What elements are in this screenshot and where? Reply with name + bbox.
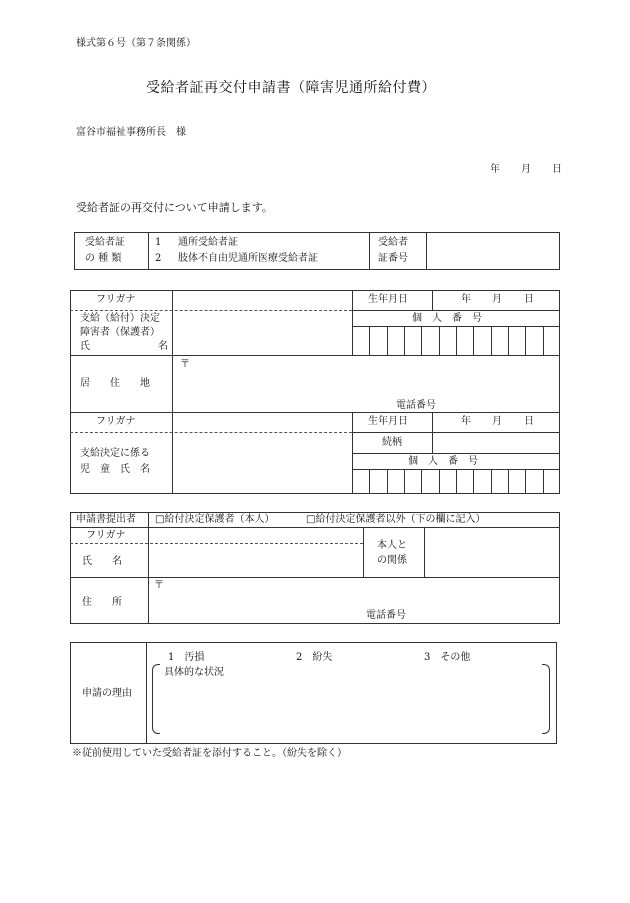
cert-option-1[interactable]: 通所受給者証 [178,237,238,248]
guardian-furigana-field[interactable] [174,292,350,308]
digit-cell-divider [543,326,544,355]
reason-option-soiled[interactable]: 1 汚損 [168,652,205,663]
guardian-address-label: 居 住 地 [80,378,150,389]
applicant-label: 申請書提出者 [76,514,136,525]
applicant-name-label: 氏 名 [82,556,122,567]
guardian-birth-month: 月 [492,294,502,305]
digit-cell-divider [456,326,457,355]
guardian-birth-year: 年 [461,294,471,305]
digit-cell-divider [473,326,474,355]
cert-option-1-number: 1 [155,237,162,248]
reason-label: 申請の理由 [82,688,132,699]
guardian-furigana-label: フリガナ [96,294,136,305]
cert-number-label-1: 受給者 [378,237,408,248]
cert-type-label-1: 受給者証 [85,237,125,248]
guardian-personal-number-cells[interactable] [352,326,560,355]
applicant-phone-label: 電話番号 [366,610,406,621]
digit-cell-divider [387,469,388,494]
digit-cell-divider [508,469,509,494]
applicant-relation-label-1: 本人と [377,540,407,551]
guardian-name-label-1: 支給（給付）決定 [80,313,160,324]
child-birthdate-label: 生年月日 [368,416,408,427]
guardian-postal-mark: 〒 [180,359,190,370]
reason-option-other[interactable]: 3 その他 [424,652,471,663]
form-number: 様式第６号（第７条関係） [76,38,196,49]
applicant-relation-label-2: の関係 [377,555,407,566]
addressee: 富谷市福祉事務所長 様 [76,127,186,138]
applicant-name-field[interactable] [150,545,361,575]
child-relation-field[interactable] [434,434,558,452]
child-birth-month: 月 [492,416,502,427]
cert-option-2-number: 2 [155,253,162,264]
digit-cell-divider [439,326,440,355]
digit-cell-divider [404,469,405,494]
child-furigana-field[interactable] [174,414,350,430]
digit-cell-divider [491,469,492,494]
applicant-option-self[interactable]: □給付決定保護者（本人） [155,514,275,525]
applicant-postal-mark: 〒 [154,580,164,591]
digit-cell-divider [543,469,544,494]
guardian-birth-day: 日 [524,294,534,305]
intro-text: 受給者証の再交付について申請します。 [76,201,273,214]
applicant-address-field[interactable] [168,579,556,607]
form-title: 受給者証再交付申請書（障害児通所給付費） [146,80,436,96]
applicant-relation-field[interactable] [426,529,558,575]
digit-cell-divider [369,469,370,494]
digit-cell-divider [387,326,388,355]
digit-cell-divider [508,326,509,355]
date-day-label: 日 [552,164,562,175]
left-bracket [152,664,160,734]
digit-cell-divider [525,469,526,494]
digit-cell-divider [404,326,405,355]
date-year-label: 年 [490,164,500,175]
applicant-address-label: 住 所 [82,597,122,608]
applicant-option-other[interactable]: □給付決定保護者以外（下の欄に記入） [306,514,486,525]
digit-cell-divider [525,326,526,355]
child-birth-year: 年 [461,416,471,427]
guardian-address-field[interactable] [194,358,556,394]
footnote: ※従前使用していた受給者証を添付すること。（紛失を除く） [72,748,347,759]
cert-type-label-2: の 種 類 [85,253,122,264]
digit-cell-divider [421,326,422,355]
applicant-furigana-label: フリガナ [86,530,126,541]
cert-option-2[interactable]: 肢体不自由児通所医療受給者証 [178,253,318,264]
applicant-furigana-field[interactable] [150,529,361,542]
date-month-label: 月 [521,164,531,175]
right-bracket [542,664,550,734]
digit-cell-divider [491,326,492,355]
reason-detail-field[interactable] [162,681,540,731]
guardian-name-field[interactable] [174,312,350,353]
reason-detail-label: 具体的な状況 [164,667,224,678]
child-birth-day: 日 [524,416,534,427]
child-personal-number-cells[interactable] [352,469,560,494]
child-furigana-label: フリガナ [96,416,136,427]
digit-cell-divider [369,326,370,355]
digit-cell-divider [439,469,440,494]
digit-cell-divider [421,469,422,494]
guardian-birthdate-label: 生年月日 [368,294,408,305]
guardian-name-label-3a: 氏 [80,341,90,352]
digit-cell-divider [456,469,457,494]
child-personal-number-label: 個 人 番 号 [408,456,478,467]
guardian-personal-number-label: 個 人 番 号 [412,313,482,324]
guardian-name-label-3b: 名 [158,341,168,352]
guardian-phone-label: 電話番号 [396,400,436,411]
child-name-label-1: 支給決定に係る [80,448,150,459]
child-name-label-2: 児 童 氏 名 [80,464,150,475]
digit-cell-divider [473,469,474,494]
guardian-name-label-2: 障害者（保護者） [80,327,160,338]
cert-number-field[interactable] [428,234,558,268]
cert-number-label-2: 証番号 [378,253,408,264]
child-relation-label: 続柄 [382,437,402,448]
child-name-field[interactable] [174,434,350,492]
reason-option-lost[interactable]: 2 紛失 [296,652,333,663]
